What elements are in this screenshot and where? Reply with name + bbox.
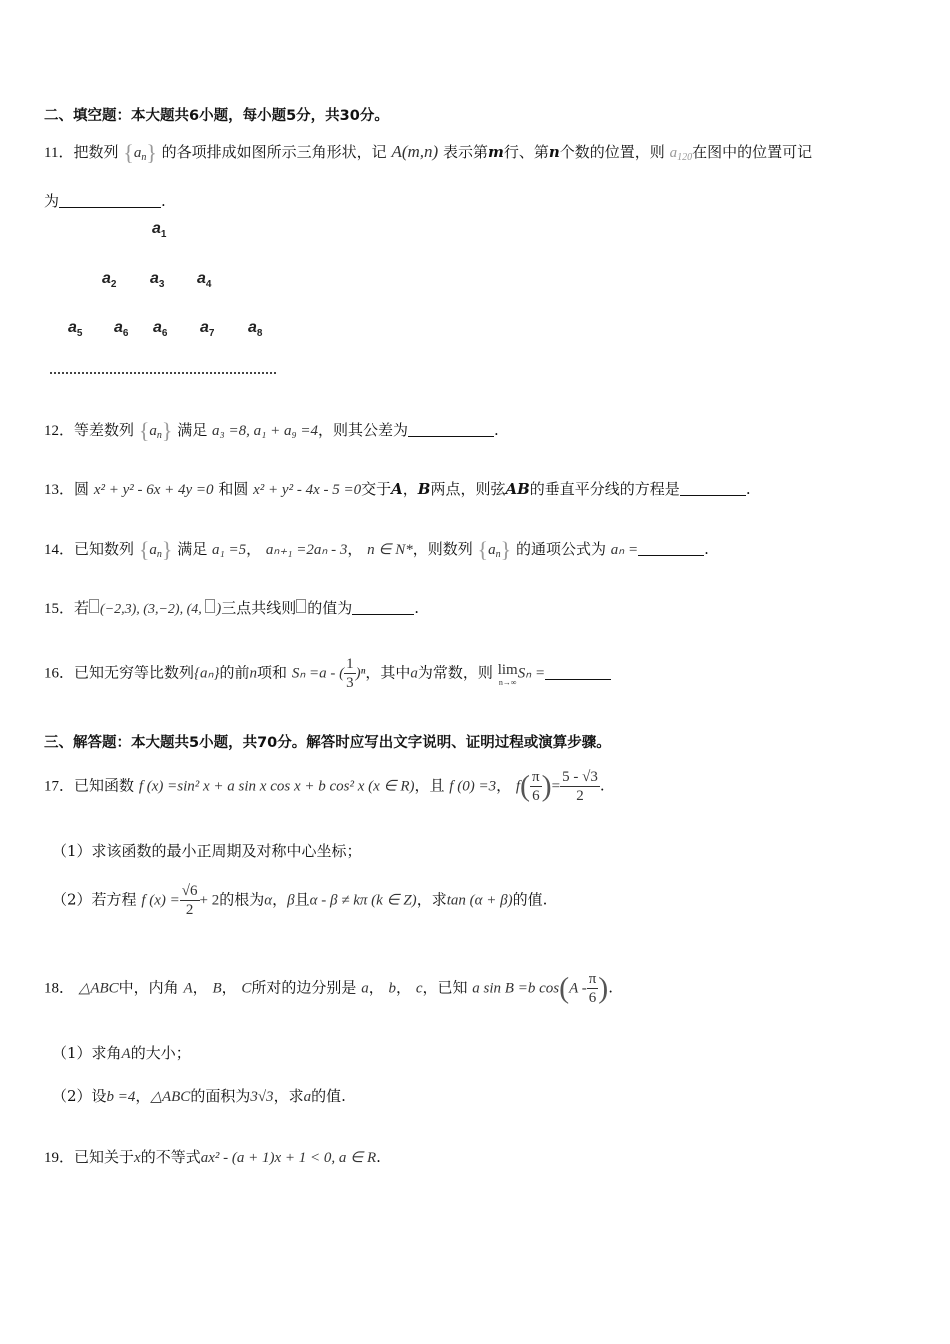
answer-blank (680, 481, 746, 496)
answer-blank (352, 600, 414, 615)
question-number: 11． (44, 145, 74, 161)
answer-blank (638, 541, 704, 556)
question-number: 19． (44, 1150, 75, 1166)
question-number: 16． (44, 665, 75, 682)
function-definition: f (x) =sin² x + a sin x cos x + b cos² x (x ∈ R) (138, 778, 415, 795)
answer-blank (59, 193, 161, 208)
seq-term: $a_2$ (102, 270, 117, 290)
condition: a₃ =8, a₁ + a₉ =4 (212, 423, 319, 439)
section-header-solutions: 三、解答题：本大题共5小题，共70分。解答时应写出文字说明、证明过程或演算步骤。 (44, 735, 611, 751)
answer-blank (408, 422, 494, 437)
circle-equation-2: x² + y² - 4x - 5 =0 (253, 482, 362, 498)
question-number: 14． (44, 542, 75, 558)
question-18-part-1: （1）求角A的大小； (52, 1044, 191, 1062)
question-18: 18． △ABC中，内角 A， B， C所对的边分别是 a， b， c，已知 a sin B =b cos(A - $\frac{\pi}{6}$ ). (44, 971, 614, 1006)
question-14: 14．已知数列 $\{a_n\}$ 满足 a₁ =5， aₙ₊₁ =2aₙ - 3， n ∈ N*，则数列 $\{a_n\}$ 的通项公式为 aₙ = . (44, 537, 709, 562)
inequality: ax² - (a + 1)x + 1 < 0, a ∈ R (200, 1150, 377, 1166)
position-notation: A(m,n) (391, 142, 439, 161)
sum-formula: Sₙ =a - ( (291, 665, 345, 682)
seq-term: $a_8$ (248, 319, 263, 339)
seq-term: $a_4$ (197, 270, 212, 290)
question-number: 17． (44, 778, 75, 795)
seq-term: $a_7$ (200, 319, 215, 339)
seq-term: $a_6$ (114, 319, 129, 339)
question-19: 19．已知关于x的不等式ax² - (a + 1)x + 1 < 0, a ∈ R. (44, 1148, 381, 1166)
question-13: 13．圆 x² + y² - 6x + 4y =0 和圆 x² + y² - 4x - 5 =0交于A，B两点，则弦AB的垂直平分线的方程是 . (44, 480, 751, 498)
missing-glyph-icon (296, 599, 306, 613)
seq-term: $a_1$ (152, 220, 167, 240)
limit: lim n→∞ (497, 661, 518, 687)
question-11: 11．把数列 $\{a_n\}$ 的各项排成如图所示三角形状，记 A(m,n) 表示第m行、第n个数的位置，则 $a_{120}$在图中的位置可记 (44, 140, 813, 165)
section-header-fill-in: 二、填空题：本大题共6小题，每小题5分，共30分。 (44, 108, 389, 124)
question-18-part-2: （2）设b =4，△ABC的面积为3√3，求a的值. (52, 1087, 346, 1105)
question-12: 12．等差数列 $\{a_n\}$ 满足 a₃ =8, a₁ + a₉ =4，则其公差为 . (44, 418, 499, 443)
question-number: 12． (44, 423, 75, 439)
question-17-part-1: （1）求该函数的最小正周期及对称中心坐标； (52, 842, 362, 860)
question-17-part-2: （2）若方程 f (x) = $\frac{√6}{2}$ + 2的根为α，β且α - β ≠ kπ (k ∈ Z)，求tan (α + β)的值. (52, 883, 548, 918)
question-number: 18． (44, 980, 75, 997)
question-11-cont: 为 . (44, 192, 166, 210)
answer-blank (545, 665, 611, 680)
circle-equation-1: x² + y² - 6x + 4y =0 (93, 482, 214, 498)
missing-glyph-icon (205, 599, 215, 613)
missing-glyph-icon (89, 599, 99, 613)
seq-term: $a_6$ (153, 319, 168, 339)
continuation-dots (50, 372, 276, 374)
seq-term: $a_3$ (150, 270, 165, 290)
question-17: 17．已知函数 f (x) =sin² x + a sin x cos x + b cos² x (x ∈ R)，且 f (0) =3， f( $\frac{\pi}{6}$ )= $\frac{5 - √3}{2}$ . (44, 769, 605, 804)
seq-term: $a_5$ (68, 319, 83, 339)
question-15: 15．若 (−2,3), (3,−2), (4, )三点共线则 的值为 . (44, 599, 420, 617)
question-number: 13． (44, 482, 75, 498)
question-number: 15． (44, 601, 75, 617)
question-16: 16．已知无穷等比数列{aₙ}的前n项和 Sₙ =a - ( $\frac{1}{3}$ )ⁿ，其中a为常数，则 lim n→∞ Sₙ = (44, 655, 611, 692)
